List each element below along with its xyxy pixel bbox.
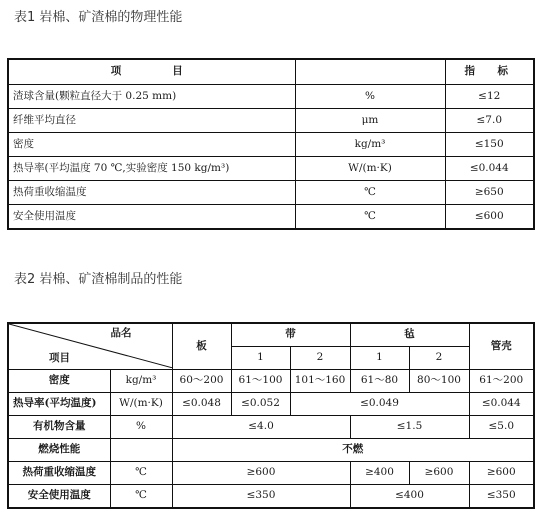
value-cell: 61～100 (231, 370, 290, 393)
value-cell: 61～80 (350, 370, 409, 393)
value-cell: ≥400 (350, 462, 409, 485)
unit-cell: % (295, 85, 445, 109)
header-item: 项 目 (8, 59, 295, 85)
item-cell: 热荷重收缩温度 (8, 181, 295, 205)
item-cell: 安全使用温度 (8, 485, 110, 509)
diagonal-line (9, 324, 172, 368)
value-cell: 61～200 (469, 370, 534, 393)
sub-col: 2 (290, 347, 350, 370)
table-row (8, 85, 534, 109)
unit-cell (110, 439, 172, 462)
unit-cell: kg/m³ (295, 133, 445, 157)
table-row (8, 157, 534, 181)
value-cell: ≥600 (172, 462, 350, 485)
value-cell: ≤0.044 (445, 157, 534, 181)
table-row (8, 370, 534, 393)
col-dai: 带 (231, 323, 350, 347)
value-cell: ≤150 (445, 133, 534, 157)
table-row (8, 485, 534, 509)
table-row (8, 133, 534, 157)
value-cell: ≤0.048 (172, 393, 231, 416)
table-row (8, 416, 534, 439)
unit-cell: ℃ (110, 462, 172, 485)
value-cell: ≤5.0 (469, 416, 534, 439)
value-cell: ≤0.052 (231, 393, 290, 416)
col-ban: 板 (172, 323, 231, 370)
unit-cell: W/(m·K) (295, 157, 445, 181)
table-row (8, 205, 534, 230)
sub-col: 1 (231, 347, 290, 370)
unit-cell: μm (295, 109, 445, 133)
value-cell: ≤600 (445, 205, 534, 230)
item-cell: 热荷重收缩温度 (8, 462, 110, 485)
value-cell: ≤350 (469, 485, 534, 509)
product-properties-table (7, 322, 535, 509)
item-cell: 热导率(平均温度 70 ℃,实验密度 150 kg/m³) (8, 157, 295, 181)
unit-cell: kg/m³ (110, 370, 172, 393)
value-cell: 80～100 (409, 370, 469, 393)
header-index: 指 标 (445, 59, 534, 85)
col-zhan: 毡 (350, 323, 469, 347)
item-cell: 热导率(平均温度) (8, 393, 110, 416)
value-cell: ≤0.049 (290, 393, 469, 416)
unit-cell: ℃ (295, 181, 445, 205)
sub-col: 1 (350, 347, 409, 370)
corner-header (8, 323, 172, 370)
value-cell: ≤350 (172, 485, 350, 509)
value-cell: ≥600 (409, 462, 469, 485)
table-header-row (8, 59, 534, 85)
table-row (8, 393, 534, 416)
item-cell: 纤维平均直径 (8, 109, 295, 133)
table-header-row (8, 323, 534, 347)
unit-cell: W/(m·K) (110, 393, 172, 416)
value-cell: 101～160 (290, 370, 350, 393)
unit-cell: ℃ (110, 485, 172, 509)
table-row (8, 109, 534, 133)
value-cell: ≤4.0 (172, 416, 350, 439)
value-cell: ≤12 (445, 85, 534, 109)
value-cell: 不燃 (172, 439, 534, 462)
item-cell: 有机物含量 (8, 416, 110, 439)
sub-col: 2 (409, 347, 469, 370)
unit-cell: ℃ (295, 205, 445, 230)
header-unit (295, 59, 445, 85)
value-cell: 60～200 (172, 370, 231, 393)
value-cell: ≤400 (350, 485, 469, 509)
corner-top-label: 品名 (110, 327, 132, 339)
item-cell: 密度 (8, 370, 110, 393)
table-row (8, 439, 534, 462)
value-cell: ≤0.044 (469, 393, 534, 416)
physical-properties-table (7, 58, 535, 230)
unit-cell: % (110, 416, 172, 439)
item-cell: 渣球含量(颗粒直径大于 0.25 mm) (8, 85, 295, 109)
table2-caption: 表2 岩棉、矿渣棉制品的性能 (14, 272, 183, 287)
item-cell: 安全使用温度 (8, 205, 295, 230)
value-cell: ≤7.0 (445, 109, 534, 133)
table-row (8, 181, 534, 205)
table1-caption: 表1 岩棉、矿渣棉的物理性能 (14, 10, 183, 25)
value-cell: ≥600 (469, 462, 534, 485)
value-cell: ≤1.5 (350, 416, 469, 439)
table-row (8, 462, 534, 485)
corner-bottom-label: 项目 (49, 352, 70, 365)
value-cell: ≥650 (445, 181, 534, 205)
item-cell: 密度 (8, 133, 295, 157)
col-guan: 管壳 (469, 323, 534, 370)
item-cell: 燃烧性能 (8, 439, 110, 462)
